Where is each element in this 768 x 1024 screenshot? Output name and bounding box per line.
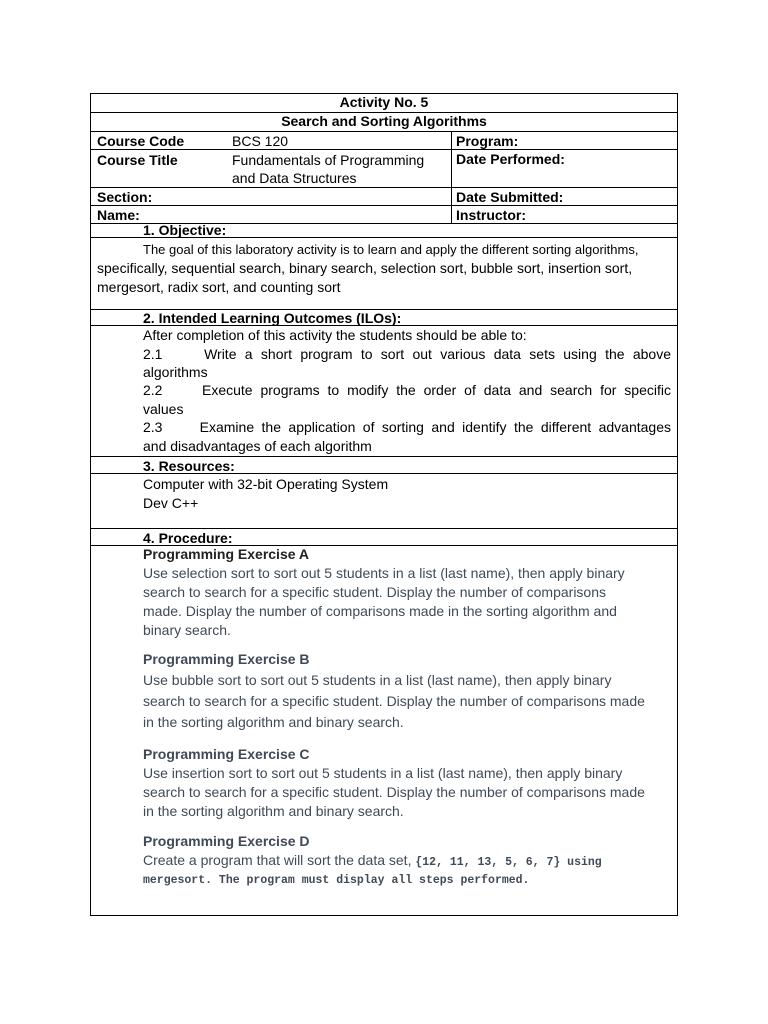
divider bbox=[451, 206, 452, 223]
exercise-c-line-3: in the sorting algorithm and binary search. bbox=[143, 803, 404, 819]
divider bbox=[451, 132, 452, 149]
course-code-value: BCS 120 bbox=[232, 133, 289, 149]
ilo-item-2 bbox=[91, 381, 677, 400]
ilo-number-3: 2.3 bbox=[143, 419, 163, 435]
exercise-d-line-1 bbox=[143, 851, 677, 872]
course-title-label: Course Title bbox=[97, 152, 178, 168]
objective-heading: 1. Objective: bbox=[143, 222, 227, 238]
course-title-line-1: Fundamentals of Programming bbox=[232, 152, 425, 168]
exercise-b-line-1: Use bubble sort to sort out 5 students in a list (last name), then apply binary bbox=[143, 672, 612, 688]
exercise-b-body bbox=[143, 670, 677, 733]
ilo-text-2a: Execute programs to modify the order of data and search for specific bbox=[201, 382, 671, 398]
exercise-b-line-3: in the sorting algorithm and binary search. bbox=[143, 714, 404, 730]
ilo-text-1a: Write a short program to sort out various data sets using the above bbox=[204, 346, 671, 362]
exercise-d-code-1: {12, 11, 13, 5, 6, 7} using bbox=[415, 856, 602, 869]
section-label: Section: bbox=[97, 189, 153, 205]
ilo-text-3a: Examine the application of sorting and identify the different advantages bbox=[199, 419, 671, 435]
name-label: Name: bbox=[97, 207, 140, 223]
course-title-row bbox=[91, 150, 677, 188]
procedure-heading: 4. Procedure: bbox=[143, 530, 233, 546]
exercise-c-title: Programming Exercise C bbox=[143, 746, 310, 762]
activity-number: Activity No. 5 bbox=[339, 94, 429, 110]
resources-body bbox=[91, 474, 677, 529]
ilos-intro: After completion of this activity the students should be able to: bbox=[143, 327, 527, 343]
exercise-b-title: Programming Exercise B bbox=[143, 651, 310, 667]
exercise-d-text: Create a program that will sort the data set, bbox=[143, 852, 416, 868]
ilo-item-3 bbox=[91, 418, 677, 437]
ilos-heading-row bbox=[91, 310, 677, 326]
divider bbox=[451, 150, 452, 187]
procedure-body bbox=[91, 546, 677, 890]
exercise-a-line-1: Use selection sort to sort out 5 students in a list (last name), then apply binary bbox=[143, 565, 625, 581]
ilo-text-3b: and disadvantages of each algorithm bbox=[143, 438, 372, 454]
exercise-a-line-3: made. Display the number of comparisons made in the sorting algorithm and bbox=[143, 603, 617, 619]
objective-body bbox=[91, 238, 677, 310]
instructor-label: Instructor: bbox=[456, 207, 526, 223]
exercise-b-line-2: search to search for a specific student. Display the number of comparisons made bbox=[143, 693, 645, 709]
resources-heading-row bbox=[91, 457, 677, 474]
exercise-a-title: Programming Exercise A bbox=[143, 546, 309, 562]
procedure-heading-row bbox=[91, 529, 677, 546]
exercise-a-line-4: binary search. bbox=[143, 622, 231, 638]
exercise-d-body bbox=[143, 851, 677, 890]
date-performed-label: Date Performed: bbox=[456, 151, 565, 167]
objective-heading-row bbox=[91, 224, 677, 238]
ilos-body bbox=[91, 326, 677, 457]
exercise-d-title: Programming Exercise D bbox=[143, 833, 310, 849]
course-code-label: Course Code bbox=[97, 133, 185, 149]
objective-line-2: specifically, sequential search, binary search, selection sort, bubble sort, insertion sort, bbox=[97, 260, 633, 276]
exercise-c-body bbox=[143, 764, 677, 821]
course-code-row bbox=[91, 132, 677, 150]
program-label: Program: bbox=[456, 133, 519, 149]
exercise-d-code-2: mergesort. The program must display all steps performed. bbox=[143, 874, 530, 887]
exercise-c-line-1: Use insertion sort to sort out 5 students in a list (last name), then apply binary bbox=[143, 765, 623, 781]
objective-line-1: The goal of this laboratory activity is to learn and apply the different sorting algorithms, bbox=[143, 242, 639, 257]
divider bbox=[451, 188, 452, 205]
resource-item-2: Dev C++ bbox=[143, 495, 199, 511]
activity-title: Search and Sorting Algorithms bbox=[281, 113, 487, 129]
ilo-text-2b: values bbox=[143, 401, 184, 417]
ilo-number-2: 2.2 bbox=[143, 382, 163, 398]
course-title-line-2: and Data Structures bbox=[232, 170, 357, 186]
exercise-a-body bbox=[143, 564, 677, 640]
activity-number-row bbox=[91, 94, 677, 113]
activity-title-row bbox=[91, 113, 677, 132]
ilos-heading: 2. Intended Learning Outcomes (ILOs): bbox=[143, 310, 402, 326]
ilo-text-1b: algorithms bbox=[143, 364, 208, 380]
activity-sheet bbox=[90, 93, 678, 916]
ilo-item-1 bbox=[91, 345, 677, 363]
ilo-number-1: 2.1 bbox=[143, 346, 163, 362]
date-submitted-label: Date Submitted: bbox=[456, 189, 564, 205]
objective-line-3: mergesort, radix sort, and counting sort bbox=[97, 279, 341, 295]
resources-heading: 3. Resources: bbox=[143, 458, 235, 474]
resource-item-1: Computer with 32-bit Operating System bbox=[143, 476, 389, 492]
exercise-c-line-2: search to search for a specific student. Display the number of comparisons made bbox=[143, 784, 645, 800]
section-row bbox=[91, 188, 677, 206]
exercise-a-line-2: search to search for a specific student. Display the number of comparisons bbox=[143, 584, 606, 600]
